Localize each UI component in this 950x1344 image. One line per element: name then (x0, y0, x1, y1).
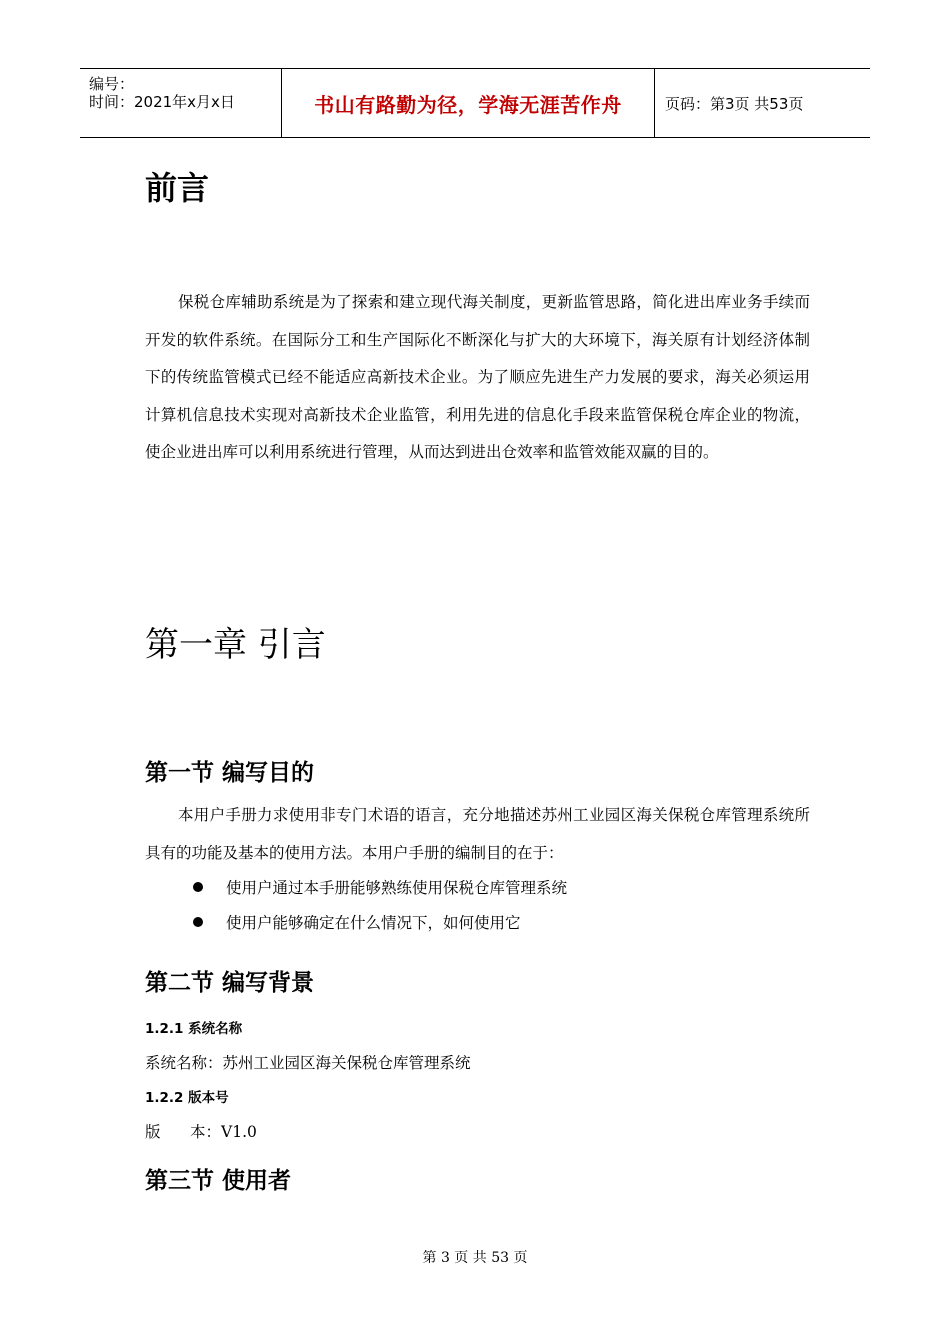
preface-paragraph: 保税仓库辅助系统是为了探索和建立现代海关制度，更新监管思路，简化进出库业务手续而开发的软件系统。在国际分工和生产国际化不断深化与扩大的大环境下，海关原有计划经济体制下的传统监管模式已经不能适应高新技术企业。为了顺应先进生产力发展的要求，海关必须运用计算机信息技术实现对高新技术企业监管，利用先进的信息化手段来监管保税仓库企业的物流，使企业进出库可以利用系统进行管理，从而达到进出仓效率和监管效能双赢的目的。 (145, 293, 810, 462)
section-purpose-title: 第一节 编写目的 (145, 760, 315, 786)
bullet-dot-icon (193, 882, 203, 892)
chapter-title: 第一章 引言 (145, 625, 326, 665)
header-page-cell (655, 69, 870, 137)
subsection-system-name-title: 1.2.1 系统名称 (145, 1021, 243, 1037)
header-motto-cell (282, 69, 655, 137)
header-motto: 书山有路勤为径，学海无涯苦作舟 (314, 92, 622, 117)
bullet-item (193, 911, 521, 933)
preface-title: 前言 (145, 169, 210, 207)
section-users-title: 第三节 使用者 (145, 1168, 292, 1194)
section-background-title: 第二节 编写背景 (145, 970, 315, 996)
section-purpose-paragraph: 本用户手册力求使用非专门术语的语言，充分地描述苏州工业园区海关保税仓库管理系统所具有的功能及基本的使用方法。本用户手册的编制目的在于： (145, 806, 810, 862)
bullet-text: 使用户能够确定在什么情况下，如何使用它 (226, 914, 521, 932)
header-table (80, 68, 870, 138)
bullet-dot-icon (193, 917, 203, 927)
document-number-label: 编号： (89, 75, 135, 93)
document-date-label: 时间：2021年x月x日 (89, 93, 235, 111)
subsection-version-title: 1.2.2 版本号 (145, 1090, 229, 1106)
version-text: 版 本：V1.0 (145, 1123, 257, 1141)
system-name-text: 系统名称：苏州工业园区海关保税仓库管理系统 (145, 1054, 471, 1072)
bullet-item (193, 876, 567, 898)
header-page-code: 页码：第3页 共53页 (665, 94, 804, 113)
page-footer: 第 3 页 共 53 页 (422, 1250, 528, 1266)
bullet-text: 使用户通过本手册能够熟练使用保税仓库管理系统 (226, 879, 568, 897)
header-meta-cell (80, 69, 282, 137)
